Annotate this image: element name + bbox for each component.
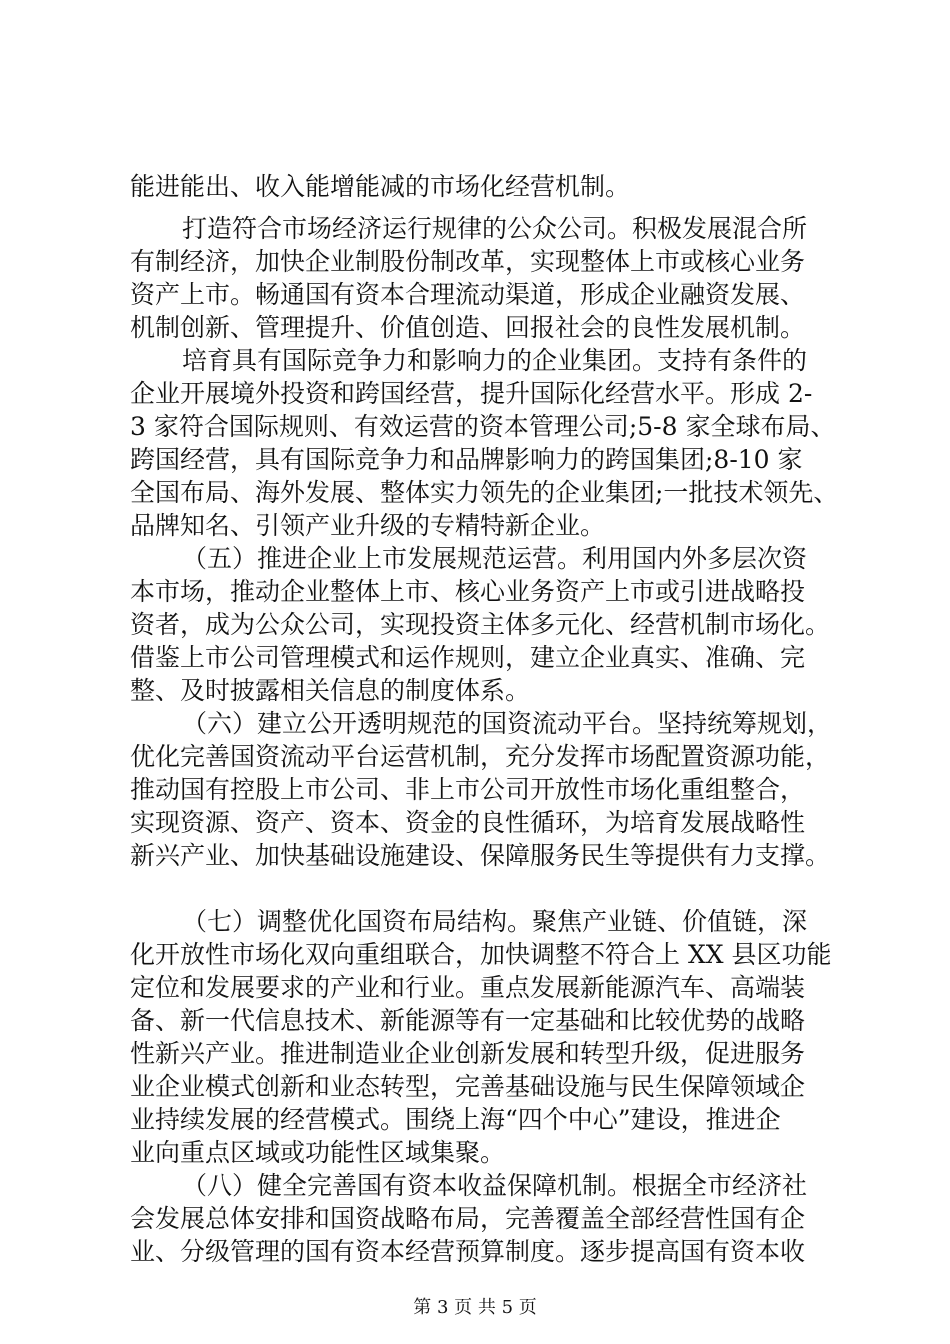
paragraph-start: 培育具有国际竞争力和影响力的企业集团。支持有条件的 [182,346,808,375]
text-line: 定位和发展要求的产业和行业。重点发展新能源汽车、高端装 [130,973,806,1002]
text-line: 全国布局、海外发展、整体实力领先的企业集团;一批技术领先、 [130,478,839,507]
text-line: 会发展总体安排和国资战略布局，完善覆盖全部经营性国有企 [130,1204,806,1233]
text-line: 本市场，推动企业整体上市、核心业务资产上市或引进战略投 [130,577,806,606]
text-line: 业企业模式创新和业态转型，完善基础设施与民生保障领域企 [130,1072,806,1101]
text-line: 业、分级管理的国有资本经营预算制度。逐步提高国有资本收 [130,1237,806,1266]
text-line: 资者，成为公众公司，实现投资主体多元化、经营机制市场化。 [130,610,831,639]
text-line: 资产上市。畅通国有资本合理流动渠道，形成企业融资发展、 [130,280,806,309]
paragraph-start: （五）推进企业上市发展规范运营。利用国内外多层次资 [182,544,808,573]
text-line: 企业开展境外投资和跨国经营，提升国际化经营水平。形成 2- [130,379,813,408]
text-line: 借鉴上市公司管理模式和运作规则，建立企业真实、准确、完 [130,643,806,672]
page-number-footer: 第 3 页 共 5 页 [413,1297,537,1318]
text-line: 整、及时披露相关信息的制度体系。 [130,676,531,705]
text-line: 机制创新、管理提升、价值创造、回报社会的良性发展机制。 [130,313,806,342]
text-line: 品牌知名、引领产业升级的专精特新企业。 [130,511,606,540]
paragraph-start: 打造符合市场经济运行规律的公众公司。积极发展混合所 [182,214,808,243]
text-line: 推动国有控股上市公司、非上市公司开放性市场化重组整合， [130,775,806,804]
text-line: 化开放性市场化双向重组联合，加快调整不符合上 XX 县区功能 [130,940,832,969]
text-line: 业持续发展的经营模式。围绕上海“四个中心”建设，推进企 [130,1105,781,1134]
text-line: 优化完善国资流动平台运营机制，充分发挥市场配置资源功能， [130,742,831,771]
text-line: 备、新一代信息技术、新能源等有一定基础和比较优势的战略 [130,1006,806,1035]
text-line: 有制经济，加快企业制股份制改革，实现整体上市或核心业务 [130,247,806,276]
text-line: 能进能出、收入能增能减的市场化经营机制。 [130,172,631,201]
text-line: 实现资源、资产、资本、资金的良性循环，为培育发展战略性 [130,808,806,837]
paragraph-start: （七）调整优化国资布局结构。聚焦产业链、价值链，深 [182,907,808,936]
text-line: 性新兴产业。推进制造业企业创新发展和转型升级，促进服务 [130,1039,806,1068]
text-line: 跨国经营，具有国际竞争力和品牌影响力的跨国集团;8-10 家 [130,445,803,474]
paragraph-start: （六）建立公开透明规范的国资流动平台。坚持统筹规划， [182,709,833,738]
text-line: 3 家符合国际规则、有效运营的资本管理公司;5-8 家全球布局、 [130,412,836,441]
text-line: 新兴产业、加快基础设施建设、保障服务民生等提供有力支撑。 [130,841,831,870]
text-line: 业向重点区域或功能性区域集聚。 [130,1138,506,1167]
paragraph-start: （八）健全完善国有资本收益保障机制。根据全市经济社 [182,1171,808,1200]
